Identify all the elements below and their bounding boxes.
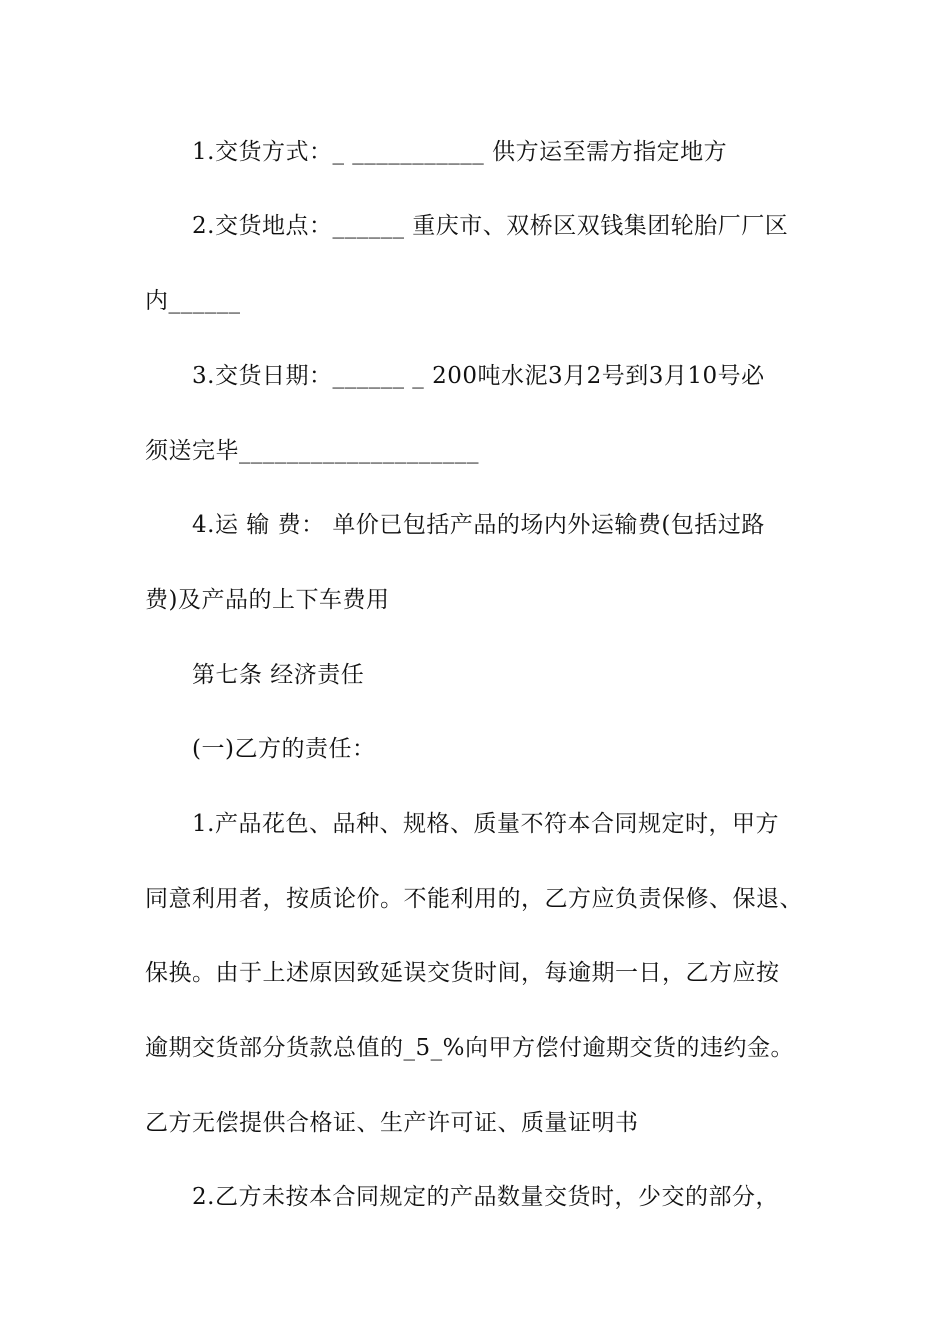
clause-2-line-1: 2.乙方未按本合同规定的产品数量交货时，少交的部分， — [192, 1184, 779, 1210]
clause-1-line-5: 乙方无偿提供合格证、生产许可证、质量证明书 — [145, 1110, 639, 1136]
delivery-date-continued: 须送完毕____________________ — [145, 438, 479, 464]
clause-1-line-1: 1.产品花色、品种、规格、质量不符本合同规定时，甲方 — [192, 811, 779, 837]
clause-1-line-4: 逾期交货部分货款总值的_5_%向甲方偿付逾期交货的违约金。 — [145, 1035, 794, 1061]
delivery-method-line: 1.交货方式：_ ___________ 供方运至需方指定地方 — [192, 139, 728, 165]
delivery-location-line: 2.交货地点：______ 重庆市、双桥区双钱集团轮胎厂厂区 — [192, 213, 789, 239]
transport-fee-line: 4.运 输 费： 单价已包括产品的场内外运输费(包括过路 — [192, 512, 765, 538]
article-seven-heading: 第七条 经济责任 — [192, 662, 365, 688]
clause-1-line-3: 保换。由于上述原因致延误交货时间，每逾期一日，乙方应按 — [145, 960, 780, 986]
delivery-date-line: 3.交货日期：______ _ 200吨水泥3月2号到3月10号必 — [192, 363, 765, 389]
party-b-responsibility-heading: (一)乙方的责任： — [192, 736, 376, 762]
transport-fee-continued: 费)及产品的上下车费用 — [145, 587, 390, 613]
clause-1-line-2: 同意利用者，按质论价。不能利用的，乙方应负责保修、保退、 — [145, 886, 803, 912]
delivery-location-continued: 内______ — [145, 288, 241, 314]
